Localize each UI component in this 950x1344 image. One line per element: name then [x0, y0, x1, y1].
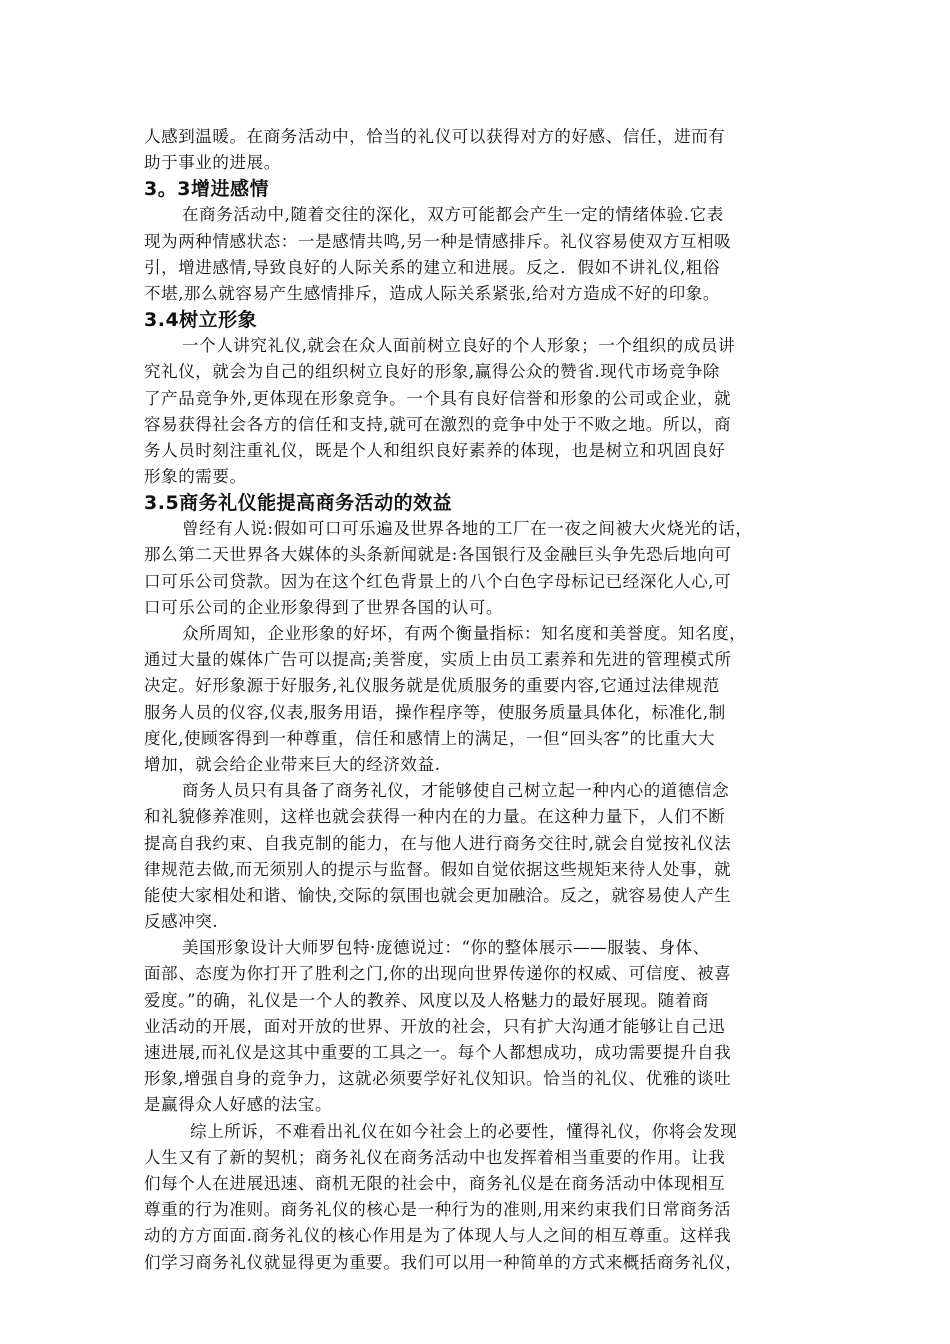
paragraph-line: 一个人讲究礼仪,就会在众人面前树立良好的个人形象；一个组织的成员讲 — [182, 336, 736, 356]
paragraph-line: 口可乐公司贷款。因为在这个红色背景上的八个白色字母标记已经深化人心,可 — [144, 571, 732, 591]
paragraph-line: 尊重的行为准则。商务礼仪的核心是一种行为的准则,用来约束我们日常商务活 — [144, 1200, 732, 1220]
paragraph-line: 面部、态度为你打开了胜利之门,你的出现向世界传递你的权威、可信度、被喜 — [144, 964, 732, 984]
paragraph-line: 曾经有人说:假如可口可乐遍及世界各地的工厂在一夜之间被大火烧光的话， — [182, 519, 753, 539]
paragraph-line: 能使大家相处和谐、愉快,交际的氛围也就会更加融洽。反之，就容易使人产生 — [144, 885, 732, 905]
paragraph-line: 度化,使顾客得到一种尊重，信任和感情上的满足，一但“回头客”的比重大大 — [144, 728, 716, 748]
section-heading: 3.4树立形象 — [144, 309, 258, 332]
paragraph-line: 服务人员的仪容,仪表,服务用语，操作程序等，使服务质量具体化，标准化,制 — [144, 702, 726, 722]
paragraph-line: 业活动的开展，面对开放的世界、开放的社会，只有扩大沟通才能够让自己迅 — [144, 1016, 726, 1036]
paragraph-line: 了产品竞争外,更体现在形象竞争。一个具有良好信誉和形象的公司或企业，就 — [144, 388, 732, 408]
paragraph-line: 提高自我约束、自我克制的能力，在与他人进行商务交往时,就会自觉按礼仪法 — [144, 833, 732, 853]
paragraph-line: 口可乐公司的企业形象得到了世界各国的认可。 — [144, 597, 504, 617]
intro-line: 助于事业的进展。 — [144, 153, 281, 173]
paragraph-line: 综上所诉，不难看出礼仪在如今社会上的必要性，懂得礼仪，你将会发现 — [190, 1121, 738, 1141]
paragraph-line: 那么第二天世界各大媒体的头条新闻就是:各国银行及金融巨头争先恐后地向可 — [144, 545, 732, 565]
paragraph-line: 动的方方面面.商务礼仪的核心作用是为了体现人与人之间的相互尊重。这样我 — [144, 1226, 732, 1246]
section-heading: 3.5商务礼仪能提高商务活动的效益 — [144, 492, 453, 515]
document-page — [144, 124, 820, 1276]
paragraph-line: 不堪,那么就容易产生感情排斥，造成人际关系紧张,给对方造成不好的印象。 — [144, 283, 720, 303]
paragraph-line: 通过大量的媒体广告可以提高;美誉度，实质上由员工素养和先进的管理模式所 — [144, 650, 732, 670]
paragraph-line: 商务人员只有具备了商务礼仪，才能够使自己树立起一种内心的道德信念 — [182, 781, 730, 801]
paragraph-line: 务人员时刻注重礼仪，既是个人和组织良好素养的体现，也是树立和巩固良好 — [144, 440, 726, 460]
paragraph-line: 是赢得众人好感的法宝。 — [144, 1095, 333, 1115]
paragraph-line: 决定。好形象源于好服务,礼仪服务就是优质服务的重要内容,它通过法律规范 — [144, 676, 720, 696]
paragraph-line: 容易获得社会各方的信任和支持,就可在激烈的竞争中处于不败之地。所以，商 — [144, 414, 732, 434]
paragraph-line: 爱度。”的确，礼仪是一个人的教养、风度以及人格魅力的最好展现。随着商 — [144, 990, 710, 1010]
intro-line: 人感到温暖。在商务活动中，恰当的礼仪可以获得对方的好感、信任，进而有 — [144, 127, 726, 146]
paragraph-line: 形象,增强自身的竞争力，这就必须要学好礼仪知识。恰当的礼仪、优雅的谈吐 — [144, 1069, 732, 1089]
paragraph-line: 律规范去做,而无须别人的提示与监督。假如自觉依据这些规矩来待人处事，就 — [144, 859, 732, 879]
paragraph-line: 增加，就会给企业带来巨大的经济效益. — [144, 754, 441, 774]
paragraph-line: 们每个人在进展迅速、商机无限的社会中，商务礼仪是在商务活动中体现相互 — [144, 1173, 726, 1193]
paragraph-line: 人生又有了新的契机；商务礼仪在商务活动中也发挥着相当重要的作用。让我 — [144, 1147, 726, 1167]
paragraph-line: 形象的需要。 — [144, 467, 247, 487]
paragraph-line: 现为两种情感状态：一是感情共鸣,另一种是情感排斥。礼仪容易使双方互相吸 — [144, 231, 732, 251]
paragraph-line: 美国形象设计大师罗包特·庞德说过：“你的整体展示——服装、身体、 — [182, 938, 710, 958]
paragraph-line: 在商务活动中,随着交往的深化，双方可能都会产生一定的情绪体验.它表 — [182, 205, 724, 225]
paragraph-line: 究礼仪，就会为自己的组织树立良好的形象,赢得公众的赞省.现代市场竞争除 — [144, 362, 720, 382]
paragraph-line: 引，增进感情,导致良好的人际关系的建立和进展。反之．假如不讲礼仪,粗俗 — [144, 257, 720, 277]
paragraph-line: 们学习商务礼仪就显得更为重要。我们可以用一种简单的方式来概括商务礼仪， — [144, 1252, 743, 1272]
paragraph-line: 众所周知，企业形象的好坏，有两个衡量指标：知名度和美誉度。知名度， — [182, 624, 747, 643]
section-heading: 3。3增进感情 — [144, 178, 269, 201]
paragraph-line: 和礼貌修养准则，这样也就会获得一种内在的力量。在这种力量下，人们不断 — [144, 807, 726, 827]
paragraph-line: 反感冲突. — [144, 912, 219, 932]
paragraph-line: 速进展,而礼仪是这其中重要的工具之一。每个人都想成功，成功需要提升自我 — [144, 1043, 732, 1062]
